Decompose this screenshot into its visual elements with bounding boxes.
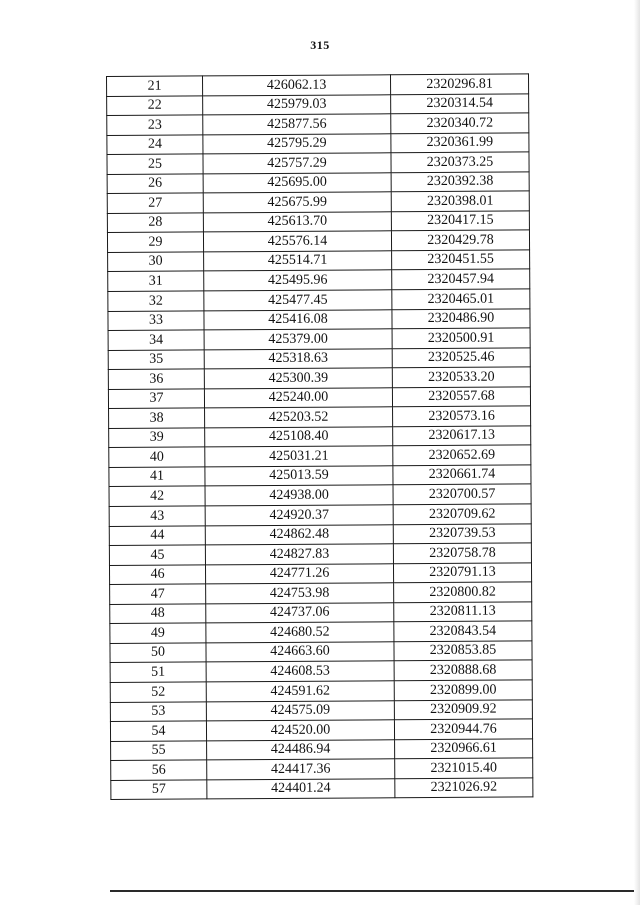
x-coordinate-cell: 425514.71: [204, 251, 392, 272]
y-coordinate-cell: 2320843.54: [394, 621, 532, 641]
x-coordinate-cell: 424663.60: [206, 642, 394, 663]
y-coordinate-cell: 2320700.57: [393, 484, 531, 504]
point-number-cell: 50: [110, 643, 206, 663]
y-coordinate-cell: 2320557.68: [392, 387, 530, 407]
y-coordinate-cell: 2320457.94: [392, 269, 530, 289]
y-coordinate-cell: 2320314.54: [391, 93, 529, 113]
point-number-cell: 28: [107, 213, 203, 233]
table-row: [111, 739, 533, 761]
x-coordinate-cell: 424417.36: [207, 759, 395, 780]
page-number: 315: [310, 38, 330, 52]
x-coordinate-cell: 424608.53: [206, 661, 394, 682]
point-number-cell: 29: [107, 232, 203, 252]
x-coordinate-cell: 425979.03: [203, 94, 391, 115]
table-row: [109, 543, 531, 565]
table-row: [108, 269, 530, 291]
x-coordinate-cell: 425757.29: [203, 153, 391, 174]
x-coordinate-cell: 424486.94: [207, 739, 395, 760]
table-row: [110, 719, 532, 741]
table-row: [109, 523, 531, 545]
y-coordinate-cell: 2320398.01: [391, 191, 529, 211]
table-row: [110, 680, 532, 702]
point-number-cell: 36: [108, 369, 204, 389]
point-number-cell: 31: [108, 271, 204, 291]
point-number-cell: 52: [110, 682, 206, 702]
table-row: [110, 699, 532, 721]
point-number-cell: 30: [108, 252, 204, 272]
point-number-cell: 27: [107, 193, 203, 213]
y-coordinate-cell: 2320500.91: [392, 328, 530, 348]
table-row: [110, 582, 532, 604]
table-row: [107, 93, 529, 115]
y-coordinate-cell: 2320296.81: [390, 74, 528, 94]
table-row: [110, 602, 532, 624]
point-number-cell: 23: [107, 115, 203, 135]
y-coordinate-cell: 2320525.46: [392, 348, 530, 368]
point-number-cell: 42: [109, 486, 205, 506]
x-coordinate-cell: 424591.62: [206, 681, 394, 702]
x-coordinate-cell: 425877.56: [203, 114, 391, 135]
y-coordinate-cell: 2320373.25: [391, 152, 529, 172]
y-coordinate-cell: 2320966.61: [395, 739, 533, 759]
table-row: [107, 113, 529, 135]
x-coordinate-cell: 425379.00: [204, 329, 392, 350]
x-coordinate-cell: 425031.21: [205, 446, 393, 467]
y-coordinate-cell: 2320758.78: [393, 543, 531, 563]
point-number-cell: 41: [109, 467, 205, 487]
table-row: [108, 367, 530, 389]
y-coordinate-cell: 2320533.20: [392, 367, 530, 387]
point-number-cell: 39: [109, 428, 205, 448]
y-coordinate-cell: 2320888.68: [394, 660, 532, 680]
x-coordinate-cell: 424827.83: [205, 544, 393, 565]
table-row: [109, 504, 531, 526]
x-coordinate-cell: 424737.06: [206, 603, 394, 624]
point-number-cell: 51: [110, 662, 206, 682]
x-coordinate-cell: 426062.13: [203, 75, 391, 96]
table-row: [107, 172, 529, 194]
x-coordinate-cell: 424401.24: [207, 778, 395, 799]
y-coordinate-cell: 2321026.92: [395, 778, 533, 798]
point-number-cell: 56: [111, 760, 207, 780]
table-row: [107, 191, 529, 213]
point-number-cell: 46: [109, 565, 205, 585]
point-number-cell: 21: [107, 76, 203, 96]
x-coordinate-cell: 425675.99: [203, 192, 391, 213]
y-coordinate-cell: 2320739.53: [393, 523, 531, 543]
x-coordinate-cell: 424520.00: [206, 720, 394, 741]
table-row: [107, 211, 529, 233]
y-coordinate-cell: 2320392.38: [391, 172, 529, 192]
y-coordinate-cell: 2320909.92: [394, 699, 532, 719]
table-row: [107, 152, 529, 174]
page-edge-shadow: [634, 0, 640, 905]
x-coordinate-cell: 424862.48: [205, 524, 393, 545]
x-coordinate-cell: 424753.98: [206, 583, 394, 604]
table-row: [109, 563, 531, 585]
y-coordinate-cell: 2320573.16: [393, 406, 531, 426]
point-number-cell: 26: [107, 174, 203, 194]
table-row: [110, 660, 532, 682]
point-number-cell: 25: [107, 154, 203, 174]
table-row: [108, 250, 530, 272]
table-row: [109, 465, 531, 487]
x-coordinate-cell: 425416.08: [204, 309, 392, 330]
coordinates-table: [106, 73, 533, 800]
coordinates-table-body: [107, 74, 533, 800]
point-number-cell: 49: [110, 623, 206, 643]
point-number-cell: 54: [110, 721, 206, 741]
y-coordinate-cell: 2320417.15: [391, 211, 529, 231]
point-number-cell: 47: [110, 584, 206, 604]
table-row: [110, 621, 532, 643]
y-coordinate-cell: 2320811.13: [394, 602, 532, 622]
y-coordinate-cell: 2320340.72: [391, 113, 529, 133]
table-row: [110, 641, 532, 663]
table-row: [107, 74, 529, 96]
table-row: [109, 445, 531, 467]
y-coordinate-cell: 2320899.00: [394, 680, 532, 700]
y-coordinate-cell: 2320800.82: [394, 582, 532, 602]
x-coordinate-cell: 424920.37: [205, 505, 393, 526]
bottom-rule: [110, 890, 640, 892]
x-coordinate-cell: 425695.00: [203, 172, 391, 193]
y-coordinate-cell: 2320661.74: [393, 465, 531, 485]
table-row: [111, 778, 533, 800]
point-number-cell: 55: [111, 740, 207, 760]
point-number-cell: 57: [111, 780, 207, 800]
y-coordinate-cell: 2321015.40: [395, 758, 533, 778]
table-row: [108, 387, 530, 409]
x-coordinate-cell: 424575.09: [206, 700, 394, 721]
x-coordinate-cell: 424938.00: [205, 485, 393, 506]
y-coordinate-cell: 2320709.62: [393, 504, 531, 524]
x-coordinate-cell: 425300.39: [204, 368, 392, 389]
x-coordinate-cell: 425613.70: [203, 212, 391, 233]
point-number-cell: 32: [108, 291, 204, 311]
y-coordinate-cell: 2320429.78: [391, 230, 529, 250]
y-coordinate-cell: 2320853.85: [394, 641, 532, 661]
point-number-cell: 43: [109, 506, 205, 526]
point-number-cell: 37: [108, 389, 204, 409]
x-coordinate-cell: 425240.00: [204, 388, 392, 409]
y-coordinate-cell: 2320486.90: [392, 308, 530, 328]
y-coordinate-cell: 2320944.76: [394, 719, 532, 739]
point-number-cell: 35: [108, 350, 204, 370]
x-coordinate-cell: 425795.29: [203, 133, 391, 154]
table-row: [109, 426, 531, 448]
y-coordinate-cell: 2320791.13: [393, 563, 531, 583]
point-number-cell: 53: [110, 701, 206, 721]
x-coordinate-cell: 425477.45: [204, 290, 392, 311]
point-number-cell: 22: [107, 95, 203, 115]
y-coordinate-cell: 2320465.01: [392, 289, 530, 309]
x-coordinate-cell: 425013.59: [205, 466, 393, 487]
table-row: [108, 348, 530, 370]
table-row: [111, 758, 533, 780]
x-coordinate-cell: 425576.14: [203, 231, 391, 252]
table-row: [107, 230, 529, 252]
table-row: [107, 133, 529, 155]
x-coordinate-cell: 424680.52: [206, 622, 394, 643]
y-coordinate-cell: 2320451.55: [392, 250, 530, 270]
table-row: [108, 289, 530, 311]
y-coordinate-cell: 2320617.13: [393, 426, 531, 446]
x-coordinate-cell: 425318.63: [204, 348, 392, 369]
table-row: [109, 484, 531, 506]
table-row: [109, 406, 531, 428]
point-number-cell: 33: [108, 310, 204, 330]
table-row: [108, 328, 530, 350]
point-number-cell: 48: [110, 604, 206, 624]
point-number-cell: 45: [109, 545, 205, 565]
x-coordinate-cell: 425495.96: [204, 270, 392, 291]
point-number-cell: 24: [107, 135, 203, 155]
x-coordinate-cell: 424771.26: [205, 563, 393, 584]
x-coordinate-cell: 425108.40: [205, 427, 393, 448]
point-number-cell: 38: [109, 408, 205, 428]
point-number-cell: 40: [109, 447, 205, 467]
y-coordinate-cell: 2320361.99: [391, 133, 529, 153]
y-coordinate-cell: 2320652.69: [393, 445, 531, 465]
x-coordinate-cell: 425203.52: [205, 407, 393, 428]
point-number-cell: 34: [108, 330, 204, 350]
point-number-cell: 44: [109, 525, 205, 545]
table-row: [108, 308, 530, 330]
